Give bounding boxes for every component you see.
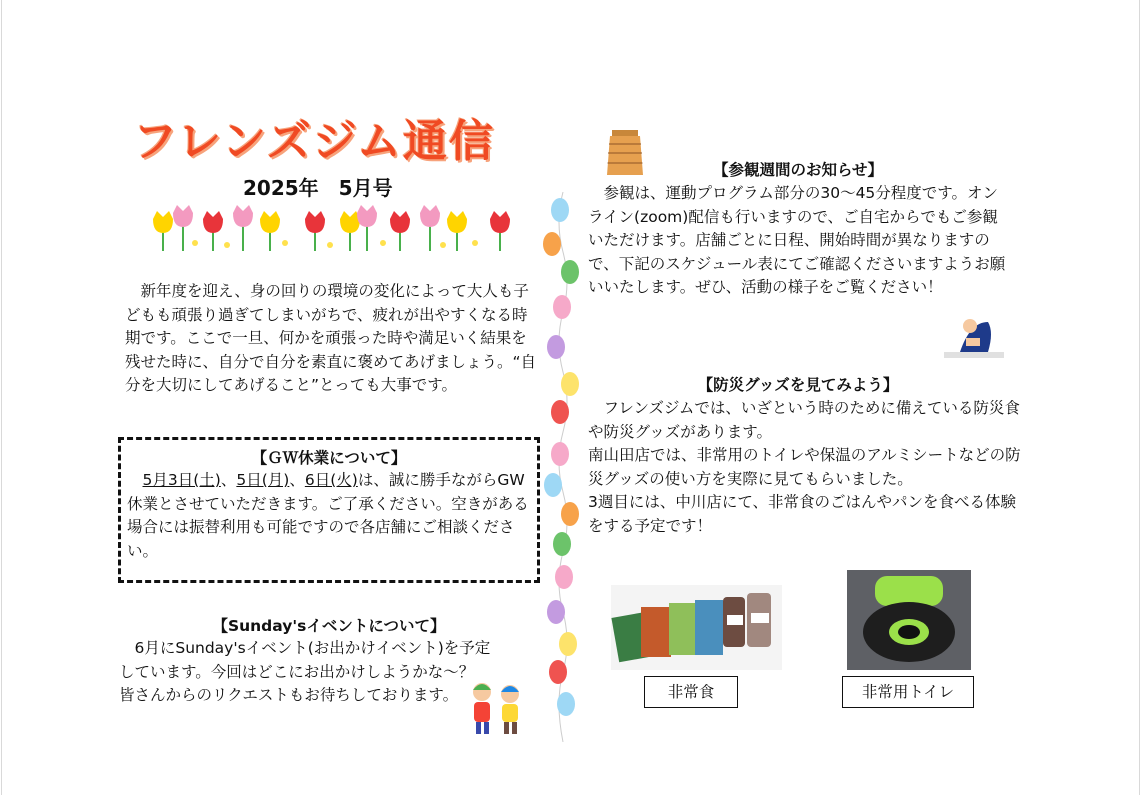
gw-separator: 、: [289, 471, 305, 489]
gw-separator: 、: [220, 471, 237, 489]
tulip-row-illustration: [145, 205, 525, 253]
gw-indent: [127, 471, 143, 489]
sunday-event-body: [119, 637, 499, 708]
bousai-title: 【防災グッズを見てみよう】: [697, 376, 899, 394]
gw-notice-rest: は、誠に勝手ながらGW休業とさせていただきます。ご了承ください。空きがある場合には振替利用も可能ですので各店舗にご相談ください。: [127, 471, 529, 560]
bousai-body: [588, 397, 1028, 538]
intro-paragraph: 新年度を迎え、身の回りの環境の変化によって大人も子どもも頑張り過ぎてしまいがちで、疲れが出やすくなる時期です。ここで一旦、何かを頑張った時や満足いく結果を残せた時に、自分で自分を素直に褒めてあげましょう。“自分を大切にしてあげること”とっても大事です。: [125, 282, 537, 394]
bousai-line: 南山田店では、非常用のトイレや保温のアルミシートなどの防災グッズの使い方を実際に見てもらいました。: [588, 446, 1021, 488]
bousai-line: フレンズジムでは、いざという時のために備えている防災食や防災グッズがあります。: [588, 399, 1020, 441]
sankan-body: 参観は、運動プログラム部分の30～45分程度です。オンライン(zoom)配信も行いますので、ご自宅からでもご参観いただけます。店舗ごとに日程、開始時間が異なりますので、下記のスケジュール表にてご確認くださいますようお願いいたします。ぜひ、活動の様子をご覧ください！: [588, 184, 1006, 296]
gw-notice-title: 【ＧＷ休業について】: [251, 449, 407, 467]
page-right-edge: [1139, 0, 1140, 795]
gw-date-2: 5日(月): [236, 471, 290, 489]
gw-date-1: 5月3日(土): [142, 471, 221, 489]
sunday-line: 皆さんからのリクエストもお待ちしております。: [119, 686, 459, 704]
newsletter-title: フレンズジム通信: [133, 116, 496, 167]
sunday-line: 6月にSunday'sイベント(お出かけイベント)を予定しています。今回はどこにお出かけしようかな～？: [119, 639, 491, 681]
balloon-column-illustration: [538, 192, 588, 742]
issue-date: 2025年 5月号: [243, 176, 393, 200]
page-left-edge: [1, 0, 2, 795]
tumbling-child-illustration: [940, 312, 1008, 362]
gw-date-3: 6日(火): [304, 471, 358, 489]
emergency-toilet-photo: [847, 570, 971, 670]
caption-emergency-food: 非常食: [644, 676, 738, 708]
caption-emergency-toilet: 非常用トイレ: [842, 676, 974, 708]
bousai-line: 3週目には、中川店にて、非常食のごはんやパンを食べる体験をする予定です！: [588, 493, 1017, 535]
sankan-title: 【参観週間のお知らせ】: [712, 161, 884, 179]
emergency-food-photo: [611, 585, 782, 670]
sunday-event-title: 【Sunday'sイベントについて】: [212, 617, 446, 635]
kids-outing-illustration: [462, 678, 532, 736]
gw-notice-body: [127, 469, 537, 563]
